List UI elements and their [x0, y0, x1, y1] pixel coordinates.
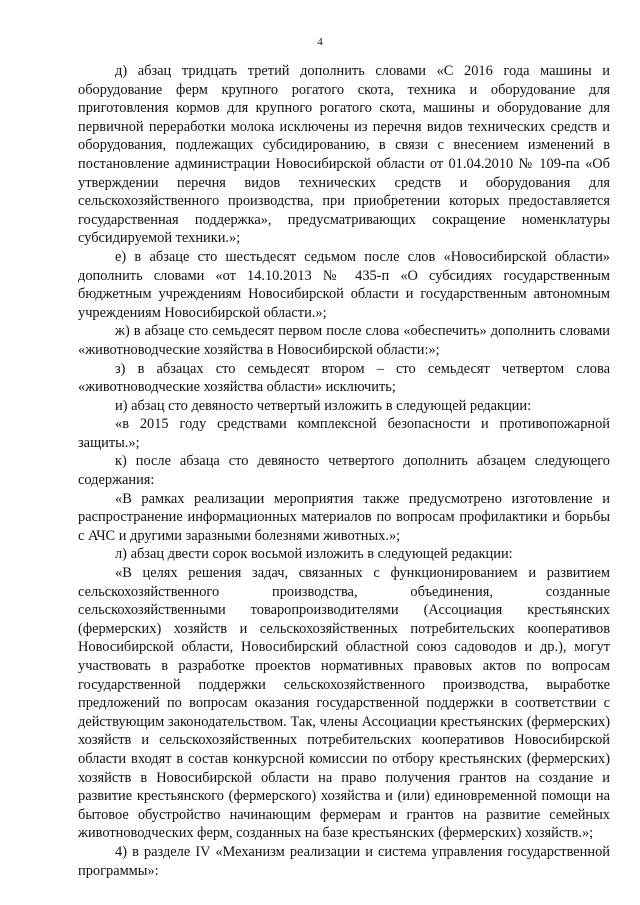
paragraph-l-quote: «В целях решения задач, связанных с функционированием и развитием сельскохозяйственного производства, объединения, созданные сельскохозяйственными товаропроизводителями (Ассоциация крестьянских (фермерских) хозяйств и сельскохозяйственных потребительских кооперативов Новосибирской области, Новосибирский областной союз садоводов и др.), могут участвовать в разработке проектов нормативных правовых актов по вопросам государственной поддержки сельскохозяйственного производства, выработке предложений по вопросам оказания государственной поддержки в соответствии с действующим законодательством. Так, члены Ассоциации крестьянских (фермерских) хозяйств и сельскохозяйственных потребительских кооперативов Новосибирской области входят в состав конкурсной комиссии по отбору крестьянских (фермерских) хозяйств в Новосибирской области на право получения грантов на создание и развитие крестьянского (фермерского) хозяйства и (или) единовременной помощи на бытовое обустройство начинающим фермерам и грантов на развитие семейных животноводческих ферм, созданных на базе крестьянских (фермерских) хозяйств.»; — [78, 565, 610, 842]
page-number: 4 — [317, 36, 323, 48]
paragraph-l: л) абзац двести сорок восьмой изложить в следующей редакции: — [115, 546, 513, 563]
paragraph-i-quote: «в 2015 году средствами комплексной безопасности и противопожарной защиты.»; — [78, 416, 610, 451]
paragraph-z: з) в абзацах сто семьдесят втором – сто семьдесят четвертом слова «животноводческие хозяйства области» исключить; — [78, 360, 610, 396]
paragraph-zh: ж) в абзаце сто семьдесят первом после слова «обеспечить» дополнить словами «животноводческие хозяйства в Новосибирской области:»; — [78, 323, 610, 358]
paragraph-4: 4) в разделе IV «Механизм реализации и система управления государственной программы»: — [78, 843, 610, 879]
paragraph-k: к) после абзаца сто девяносто четвертого дополнить абзацем следующего содержания: — [78, 453, 610, 489]
document-body — [78, 62, 610, 880]
paragraph-k-quote: «В рамках реализации мероприятия также предусмотрено изготовление и распространение информационных материалов по вопросам профилактики и борьбы с АЧС и другими заразными болезнями животных.»; — [78, 490, 610, 544]
paragraph-e: е) в абзаце сто шестьдесят седьмом после слов «Новосибирской области» дополнить словами «от 14.10.2013 № 435-п «О субсидиях государственным бюджетным учреждениям Новосибирской области и государственным автономным учреждениям Новосибирской области.»; — [78, 248, 610, 321]
paragraph-d: д) абзац тридцать третий дополнить словами «С 2016 года машины и оборудование ферм крупного рогатого скота, техника и оборудование для приготовления кормов для крупного рогатого скота, машины и оборудование для первичной переработки молока исключены из перечня видов технических средств и оборудования, подлежащих субсидированию, в связи с внесением изменений в постановление администрации Новосибирской области от 01.04.2010 № 109-па «Об утверждении перечня видов технических средств и оборудования для сельскохозяйственного производства, при приобретении которых предоставляется государственная поддержка», предусматривающих сокращение номенклатуры субсидируемой техники.»; — [78, 63, 610, 247]
paragraph-i: и) абзац сто девяносто четвертый изложить в следующей редакции: — [115, 397, 532, 414]
